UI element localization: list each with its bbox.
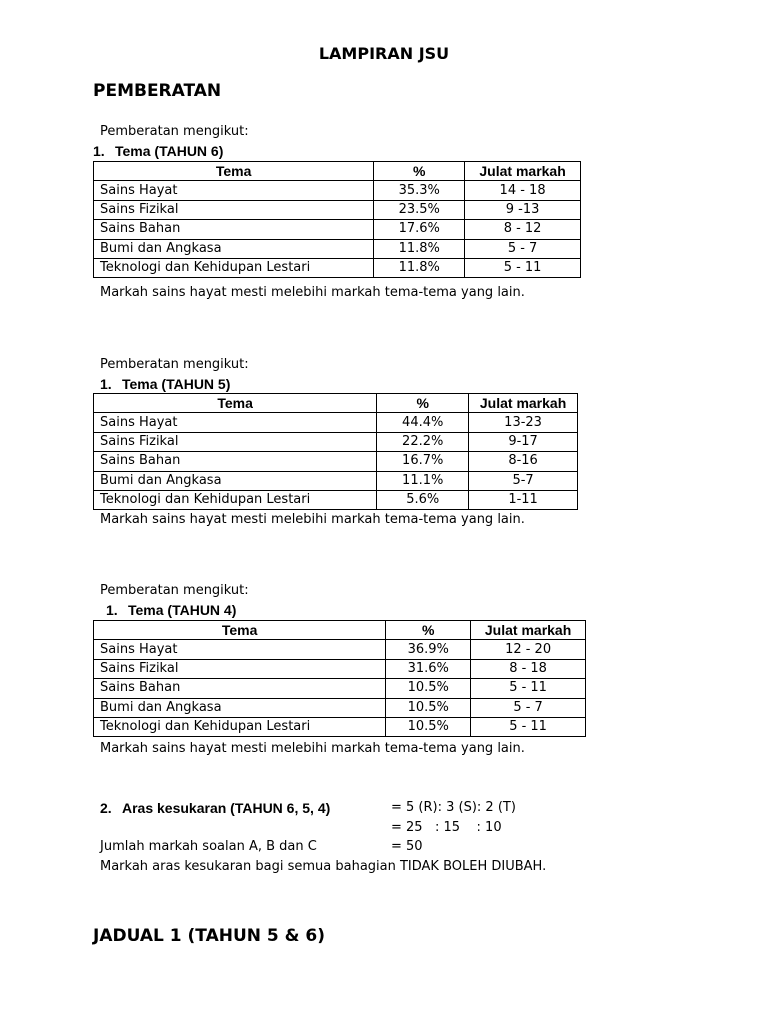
cell-julat-markah: 5 - 7 xyxy=(465,239,581,258)
cell-tema: Sains Hayat xyxy=(94,640,386,659)
heading-label: Tema (TAHUN 6) xyxy=(115,143,224,159)
table-header-row xyxy=(94,621,586,640)
table-note: Markah sains hayat mesti melebihi markah tema-tema yang lain. xyxy=(100,741,525,756)
cell-tema: Teknologi dan Kehidupan Lestari xyxy=(94,717,386,736)
table-row xyxy=(94,432,578,451)
cell-tema: Sains Fizikal xyxy=(94,200,374,219)
cell-tema: Sains Fizikal xyxy=(94,432,377,451)
table-row xyxy=(94,452,578,471)
aras-marks: = 25 : 15 : 10 xyxy=(391,820,502,835)
cell-julat-markah: 5 - 11 xyxy=(465,258,581,277)
cell-percent: 5.6% xyxy=(377,490,469,509)
table-heading xyxy=(106,602,236,618)
aras-note: Markah aras kesukaran bagi semua bahagian TIDAK BOLEH DIUBAH. xyxy=(100,859,547,874)
cell-percent: 35.3% xyxy=(374,181,465,200)
table-row xyxy=(94,698,586,717)
table-row xyxy=(94,220,581,239)
footer-heading: JADUAL 1 (TAHUN 5 & 6) xyxy=(93,926,325,946)
table-row xyxy=(94,258,581,277)
cell-julat-markah: 8-16 xyxy=(469,452,578,471)
cell-percent: 11.8% xyxy=(374,239,465,258)
document-title: LAMPIRAN JSU xyxy=(318,44,450,63)
table-row xyxy=(94,200,581,219)
intro-text: Pemberatan mengikut: xyxy=(100,124,249,139)
column-header-julat-markah: Julat markah xyxy=(465,162,581,181)
cell-tema: Teknologi dan Kehidupan Lestari xyxy=(94,490,377,509)
cell-percent: 44.4% xyxy=(377,413,469,432)
cell-percent: 10.5% xyxy=(386,717,471,736)
table-note: Markah sains hayat mesti melebihi markah tema-tema yang lain. xyxy=(100,285,525,300)
cell-tema: Bumi dan Angkasa xyxy=(94,239,374,258)
cell-tema: Sains Hayat xyxy=(94,413,377,432)
tema-table-tahun-6 xyxy=(93,161,581,278)
aras-heading xyxy=(100,800,330,816)
column-header-tema: Tema xyxy=(94,162,374,181)
cell-percent: 11.1% xyxy=(377,471,469,490)
cell-percent: 11.8% xyxy=(374,258,465,277)
column-header-julat-markah: Julat markah xyxy=(471,621,586,640)
column-header-tema: Tema xyxy=(94,394,377,413)
cell-julat-markah: 13-23 xyxy=(469,413,578,432)
column-header-percent: % xyxy=(386,621,471,640)
table-row xyxy=(94,717,586,736)
cell-tema: Sains Fizikal xyxy=(94,659,386,678)
cell-percent: 17.6% xyxy=(374,220,465,239)
table-row xyxy=(94,659,586,678)
cell-tema: Teknologi dan Kehidupan Lestari xyxy=(94,258,374,277)
table-header-row xyxy=(94,394,578,413)
cell-julat-markah: 8 - 12 xyxy=(465,220,581,239)
cell-julat-markah: 5 - 7 xyxy=(471,698,586,717)
heading-number: 2. xyxy=(100,800,112,816)
cell-percent: 10.5% xyxy=(386,679,471,698)
section-heading-pemberatan: PEMBERATAN xyxy=(93,81,222,101)
table-row xyxy=(94,679,586,698)
cell-julat-markah: 5 - 11 xyxy=(471,679,586,698)
heading-label: Tema (TAHUN 4) xyxy=(128,602,237,618)
column-header-julat-markah: Julat markah xyxy=(469,394,578,413)
cell-percent: 22.2% xyxy=(377,432,469,451)
heading-label: Aras kesukaran (TAHUN 6, 5, 4) xyxy=(122,800,331,816)
cell-tema: Sains Hayat xyxy=(94,181,374,200)
heading-number: 1. xyxy=(100,376,112,392)
intro-text: Pemberatan mengikut: xyxy=(100,583,249,598)
intro-text: Pemberatan mengikut: xyxy=(100,357,249,372)
column-header-tema: Tema xyxy=(94,621,386,640)
table-heading xyxy=(93,143,223,159)
table-row xyxy=(94,640,586,659)
cell-tema: Bumi dan Angkasa xyxy=(94,471,377,490)
heading-number: 1. xyxy=(93,143,105,159)
aras-total-label: Jumlah markah soalan A, B dan C xyxy=(100,839,317,854)
table-note: Markah sains hayat mesti melebihi markah tema-tema yang lain. xyxy=(100,512,525,527)
aras-ratio: = 5 (R): 3 (S): 2 (T) xyxy=(391,800,516,815)
cell-julat-markah: 14 - 18 xyxy=(465,181,581,200)
cell-julat-markah: 12 - 20 xyxy=(471,640,586,659)
aras-total-value: = 50 xyxy=(391,839,423,854)
cell-percent: 16.7% xyxy=(377,452,469,471)
table-header-row xyxy=(94,162,581,181)
table-heading xyxy=(100,376,230,392)
cell-tema: Bumi dan Angkasa xyxy=(94,698,386,717)
cell-percent: 31.6% xyxy=(386,659,471,678)
table-row xyxy=(94,490,578,509)
column-header-percent: % xyxy=(377,394,469,413)
cell-julat-markah: 9-17 xyxy=(469,432,578,451)
cell-julat-markah: 5 - 11 xyxy=(471,717,586,736)
cell-tema: Sains Bahan xyxy=(94,679,386,698)
cell-julat-markah: 1-11 xyxy=(469,490,578,509)
heading-label: Tema (TAHUN 5) xyxy=(122,376,231,392)
table-row xyxy=(94,239,581,258)
cell-julat-markah: 5-7 xyxy=(469,471,578,490)
cell-tema: Sains Bahan xyxy=(94,452,377,471)
cell-tema: Sains Bahan xyxy=(94,220,374,239)
cell-percent: 23.5% xyxy=(374,200,465,219)
cell-julat-markah: 9 -13 xyxy=(465,200,581,219)
table-row xyxy=(94,471,578,490)
table-row xyxy=(94,181,581,200)
column-header-percent: % xyxy=(374,162,465,181)
cell-percent: 36.9% xyxy=(386,640,471,659)
cell-julat-markah: 8 - 18 xyxy=(471,659,586,678)
table-row xyxy=(94,413,578,432)
heading-number: 1. xyxy=(106,602,118,618)
tema-table-tahun-5 xyxy=(93,393,578,510)
cell-percent: 10.5% xyxy=(386,698,471,717)
tema-table-tahun-4 xyxy=(93,620,586,737)
